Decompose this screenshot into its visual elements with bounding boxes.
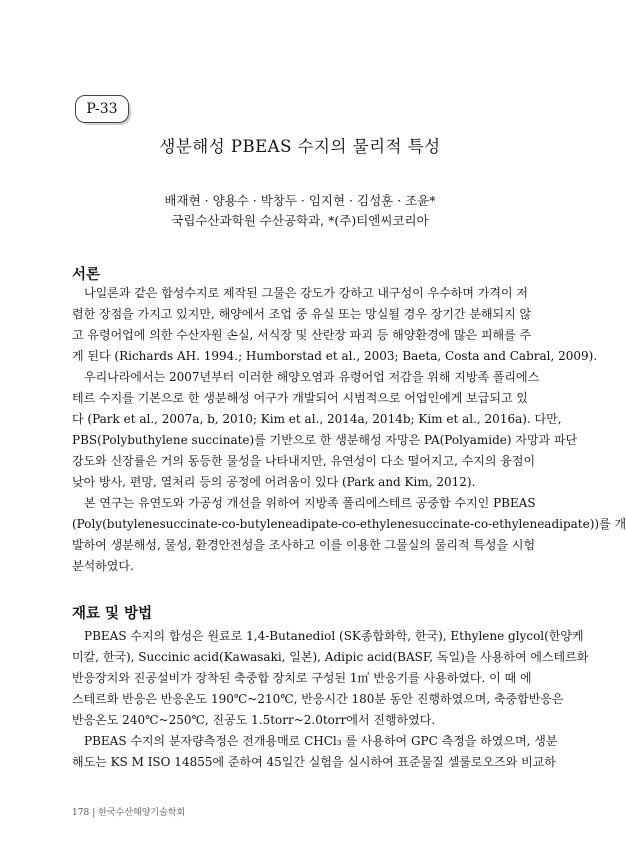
intro-line: 나일론과 같은 합성수지로 제작된 그물은 강도가 강하고 내구성이 우수하며 가격이 저 [84, 286, 528, 300]
intro-line: (Poly(butylenesuccinate-co-butyleneadipate-co-ethylenesuccinate-co-ethyleneadipate))를 개 [72, 517, 626, 531]
methods-line: PBEAS 수지의 분자량측정은 전개용매로 CHCl₃ 를 사용하여 GPC 측정을 하였으며, 생분 [84, 734, 558, 748]
page-number: 178 [72, 808, 90, 818]
society-name: 한국수산해양기술학회 [98, 808, 186, 818]
paper-title: 생분해성 PBEAS 수지의 물리적 특성 [159, 137, 441, 156]
section-heading-intro: 서론 [72, 266, 101, 283]
intro-line: 고 유령어업에 의한 수산자원 손실, 서식장 및 산란장 파괴 등 해양환경에 많은 피해를 주 [72, 328, 532, 342]
intro-line: 게 된다 (Richards AH. 1994.; Humborstad et al., 2003; Baeta, Costa and Cabral, 2009). [72, 349, 598, 363]
poster-number-badge: P-33 [75, 95, 129, 123]
page-footer [72, 805, 185, 818]
author-list: 배재현 · 양용수 · 박창두 · 임지현 · 김성훈 · 조윤* [164, 193, 436, 208]
footer-separator: | [92, 808, 96, 818]
methods-line: 반응온도 240℃~250℃, 진공도 1.5torr~2.0torr에서 진행하였다. [72, 713, 436, 727]
intro-line: PBS(Polybuthylene succinate)를 기반으로 한 생분해성 자망은 PA(Polyamide) 자망과 파단 [72, 433, 578, 447]
intro-line: 강도와 신장률은 거의 동등한 물성을 나타내지만, 유연성이 다소 떨어지고, 수지의 융점이 [72, 454, 536, 468]
intro-line: 분석하였다. [72, 559, 134, 573]
intro-line: 테르 수지를 기본으로 한 생분해성 어구가 개발되어 시범적으로 어업인에게 보급되고 있 [72, 391, 528, 405]
methods-line: 스테르화 반응은 반응온도 190℃~210℃, 반응시간 180분 동안 진행하였으며, 축중합반응은 [72, 692, 564, 706]
intro-line: 낮아 방사, 편망, 열처리 등의 공정에 어려움이 있다 (Park and Kim, 2012). [72, 475, 476, 489]
methods-line: 반응장치와 진공설비가 장착된 축중합 장치로 구성된 1㎥ 반응기를 사용하였다. 이 때 에 [72, 671, 532, 685]
methods-line: 해도는 KS M ISO 14855에 준하여 45일간 실험을 실시하여 표준물질 셀룰로오즈와 비교하 [72, 755, 556, 769]
intro-line: 발하여 생분해성, 물성, 환경안전성을 조사하고 이를 이용한 그물실의 물리적 특성을 시험 [72, 538, 536, 552]
intro-line: 다 (Park et al., 2007a, b, 2010; Kim et al., 2014a, 2014b; Kim et al., 2016a). 다만, [72, 412, 562, 426]
affiliation: 국립수산과학원 수산공학과, *(주)티엔씨코리아 [171, 213, 429, 228]
methods-line: PBEAS 수지의 합성은 원료로 1,4-Butanediol (SK종합화학, 한국), Ethylene glycol(한양케 [84, 629, 584, 643]
intro-line: 본 연구는 유연도와 가공성 개선을 위하여 지방족 폴리에스테르 공중합 수지인 PBEAS [84, 496, 536, 510]
intro-line: 우리나라에서는 2007년부터 이러한 해양오염과 유령어업 저감을 위해 지방족 폴리에스 [84, 370, 540, 384]
intro-line: 렴한 장점을 가지고 있지만, 해양에서 조업 중 유실 또는 망실될 경우 장기간 분해되지 않 [72, 307, 532, 321]
methods-line: 미칼, 한국), Succinic acid(Kawasaki, 일본), Adipic acid(BASF, 독일)을 사용하여 에스테르화 [72, 650, 589, 664]
section-heading-methods: 재료 및 방법 [72, 605, 153, 622]
